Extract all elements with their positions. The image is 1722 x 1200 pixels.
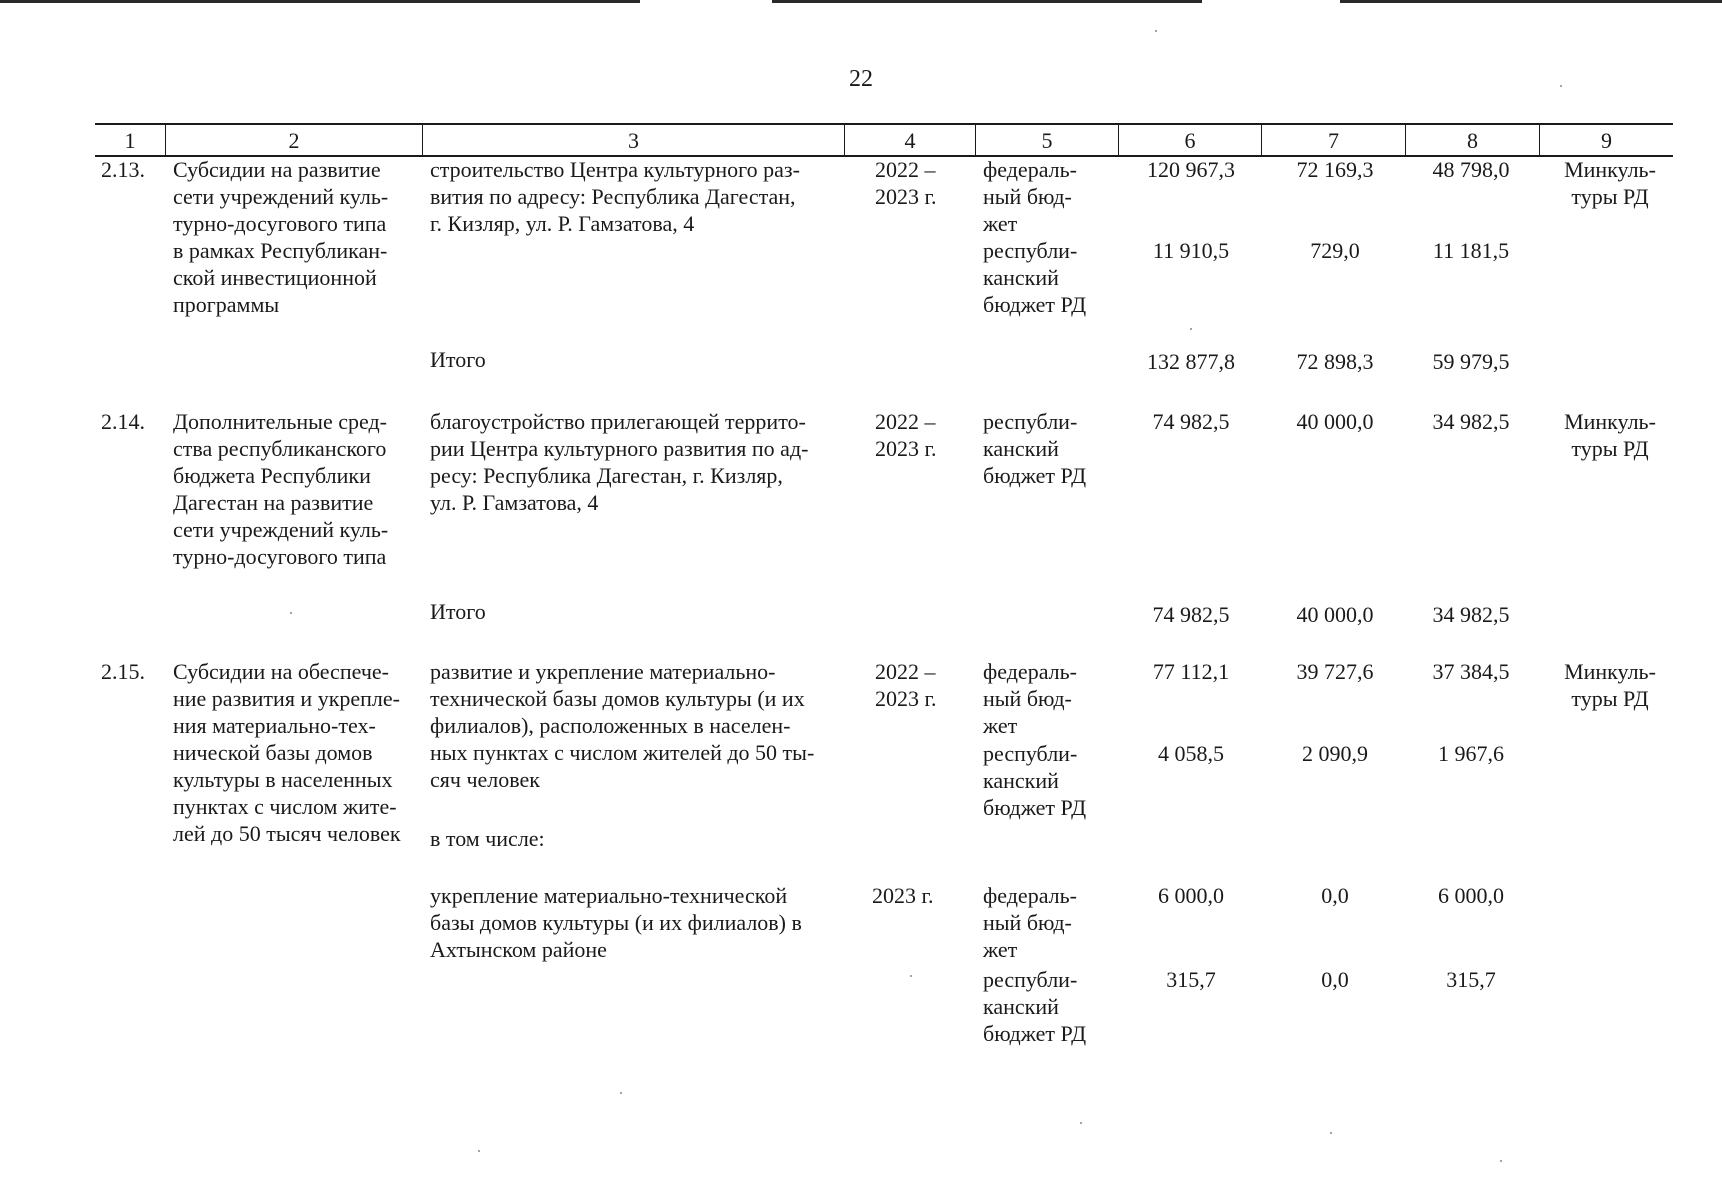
funding-source <box>983 966 1108 1047</box>
item-name-line: сети учреждений куль- <box>173 517 389 542</box>
source-line: ный бюд- <box>983 184 1072 209</box>
source-line: федераль- <box>983 883 1077 908</box>
source-line: жет <box>983 937 1018 962</box>
amount-2022: 40 000,0 <box>1296 409 1374 434</box>
description-line: рии Центра культурного развития по ад- <box>430 436 809 461</box>
item-name-line: пунктах с числом жите- <box>173 794 397 819</box>
description-line: сяч человек <box>430 767 540 792</box>
source-line: жет <box>983 713 1018 738</box>
total-2023: 59 979,5 <box>1432 349 1510 374</box>
total-amount: 74 982,5 <box>1152 602 1230 627</box>
owner-line: Минкуль- <box>1564 409 1656 434</box>
scan-edge-line <box>1340 0 1722 3</box>
description-line: укрепление материально-технической <box>430 883 788 908</box>
item-name-line: ства республиканского <box>173 436 387 461</box>
source-line: канский <box>983 436 1059 461</box>
source-line: канский <box>983 265 1059 290</box>
owner-line: Минкуль- <box>1564 157 1656 182</box>
source-line: бюджет РД <box>983 463 1087 488</box>
row-number: 2.13. <box>101 157 145 182</box>
description-line: ных пунктах с числом жителей до 50 ты- <box>430 740 815 765</box>
amount-2022: 2 090,9 <box>1302 741 1368 766</box>
scan-speck <box>478 1150 480 1152</box>
owner-line: туры РД <box>1571 184 1649 209</box>
period <box>875 658 937 712</box>
amount-2023: 1 967,6 <box>1438 741 1504 766</box>
header-col-1: 1 <box>124 128 136 153</box>
responsible-body <box>1550 156 1670 210</box>
header-col-2: 2 <box>165 125 422 155</box>
description-line: ресу: Республика Дагестан, г. Кизляр, <box>430 463 783 488</box>
item-name-line: Дагестан на развитие <box>173 490 374 515</box>
header-col-5: 5 <box>975 125 1118 155</box>
total-2022: 72 898,3 <box>1296 349 1374 374</box>
item-name-line: ской инвестиционной <box>173 265 377 290</box>
item-name-line: турно-досугового типа <box>173 544 387 569</box>
source-line: жет <box>983 211 1018 236</box>
scan-speck <box>910 975 912 977</box>
scan-speck <box>1190 328 1192 330</box>
total-label: Итого <box>430 347 486 372</box>
header-col-3: 3 <box>422 125 844 155</box>
total-2022: 40 000,0 <box>1296 602 1374 627</box>
description-line: филиалов), расположенных в населен- <box>430 713 791 738</box>
funding-source <box>983 658 1108 739</box>
scan-speck <box>1500 1160 1502 1162</box>
item-name-line: лей до 50 тысяч человек <box>173 821 401 846</box>
item-name-line: программы <box>173 292 280 317</box>
header-col-4: 4 <box>844 125 975 155</box>
funding-source <box>983 237 1108 318</box>
source-line: бюджет РД <box>983 1021 1087 1046</box>
sub-period: 2023 г. <box>872 883 934 908</box>
period <box>875 156 937 210</box>
amount-2023: 6 000,0 <box>1438 883 1504 908</box>
scan-speck <box>620 1092 622 1094</box>
source-line: бюджет РД <box>983 292 1087 317</box>
funding-source <box>983 408 1108 489</box>
item-name-line: Субсидии на развитие <box>173 157 381 182</box>
item-name-line: турно-досугового типа <box>173 211 387 236</box>
owner-line: туры РД <box>1571 686 1649 711</box>
amount-total: 120 967,3 <box>1147 157 1235 182</box>
source-line: канский <box>983 994 1059 1019</box>
scan-speck <box>1330 1132 1332 1134</box>
amount-2023: 315,7 <box>1446 967 1496 992</box>
source-line: бюджет РД <box>983 795 1087 820</box>
period-line: 2023 г. <box>875 686 937 711</box>
amount-2023: 37 384,5 <box>1432 659 1510 684</box>
row-number: 2.14. <box>101 409 145 434</box>
funding-source <box>983 156 1108 237</box>
description-line: благоустройство прилегающей террито- <box>430 409 806 434</box>
description-line: ул. Р. Гамзатова, 4 <box>430 490 599 515</box>
amount-2023: 48 798,0 <box>1432 157 1510 182</box>
including-label: в том числе: <box>430 826 545 851</box>
owner-line: Минкуль- <box>1564 659 1656 684</box>
scan-speck <box>290 612 292 614</box>
item-name <box>173 156 411 318</box>
row-number: 2.15. <box>101 659 145 684</box>
source-line: республи- <box>983 238 1078 263</box>
description-line: Ахтынском районе <box>430 937 607 962</box>
item-name-line: ние развития и укрепле- <box>173 686 401 711</box>
amount-total: 77 112,1 <box>1152 659 1230 684</box>
description-line: г. Кизляр, ул. Р. Гамзатова, 4 <box>430 211 695 236</box>
scan-speck <box>1560 85 1562 87</box>
total-2023: 34 982,5 <box>1432 602 1510 627</box>
source-line: федераль- <box>983 157 1077 182</box>
table-header <box>95 123 1673 157</box>
amount-2023: 11 181,5 <box>1432 238 1510 263</box>
scan-speck <box>1155 30 1157 32</box>
description-line: вития по адресу: Республика Дагестан, <box>430 184 796 209</box>
item-name <box>173 408 411 570</box>
item-description <box>430 658 835 793</box>
amount-total: 74 982,5 <box>1152 409 1230 434</box>
item-name-line: сети учреждений куль- <box>173 184 389 209</box>
source-line: ный бюд- <box>983 910 1072 935</box>
amount-2023: 34 982,5 <box>1432 409 1510 434</box>
amount-2022: 729,0 <box>1310 238 1360 263</box>
item-description <box>430 156 835 237</box>
total-amount: 132 877,8 <box>1147 349 1235 374</box>
period-line: 2023 г. <box>875 184 937 209</box>
amount-total: 315,7 <box>1166 967 1216 992</box>
description-line: технической базы домов культуры (и их <box>430 686 805 711</box>
amount-2022: 0,0 <box>1321 967 1349 992</box>
source-line: федераль- <box>983 659 1077 684</box>
amount-total: 4 058,5 <box>1158 741 1224 766</box>
item-name-line: ния материально-тех- <box>173 713 376 738</box>
item-name <box>173 658 411 847</box>
funding-source <box>983 740 1108 821</box>
source-line: республи- <box>983 741 1078 766</box>
period-line: 2023 г. <box>875 436 937 461</box>
header-col-6: 6 <box>1118 125 1261 155</box>
scan-edge-line <box>0 0 640 3</box>
period-line: 2022 – <box>875 409 936 434</box>
item-name-line: Субсидии на обеспече- <box>173 659 389 684</box>
period <box>875 408 937 462</box>
item-name-line: бюджета Республики <box>173 463 371 488</box>
header-col-7: 7 <box>1261 125 1405 155</box>
source-line: республи- <box>983 409 1078 434</box>
sub-item-description <box>430 882 835 963</box>
source-line: канский <box>983 768 1059 793</box>
scan-edge-line <box>772 0 1202 3</box>
period-line: 2022 – <box>875 157 936 182</box>
description-line: базы домов культуры (и их филиалов) в <box>430 910 802 935</box>
owner-line: туры РД <box>1571 436 1649 461</box>
item-description <box>430 408 835 516</box>
item-name-line: Дополнительные сред- <box>173 409 387 434</box>
scan-speck <box>1080 1122 1082 1124</box>
funding-source <box>983 882 1108 963</box>
item-name-line: нической базы домов <box>173 740 373 765</box>
amount-2022: 72 169,3 <box>1296 157 1374 182</box>
header-col-9: 9 <box>1539 125 1673 155</box>
responsible-body <box>1550 408 1670 462</box>
amount-total: 11 910,5 <box>1152 238 1230 263</box>
source-line: республи- <box>983 967 1078 992</box>
amount-total: 6 000,0 <box>1158 883 1224 908</box>
description-line: развитие и укрепление материально- <box>430 659 776 684</box>
responsible-body <box>1550 658 1670 712</box>
total-label: Итого <box>430 599 486 624</box>
item-name-line: в рамках Республикан- <box>173 238 388 263</box>
period-line: 2022 – <box>875 659 936 684</box>
amount-2022: 0,0 <box>1321 883 1349 908</box>
source-line: ный бюд- <box>983 686 1072 711</box>
page-number: 22 <box>849 66 873 92</box>
amount-2022: 39 727,6 <box>1296 659 1374 684</box>
header-col-8: 8 <box>1405 125 1539 155</box>
description-line: строительство Центра культурного раз- <box>430 157 800 182</box>
item-name-line: культуры в населенных <box>173 767 393 792</box>
